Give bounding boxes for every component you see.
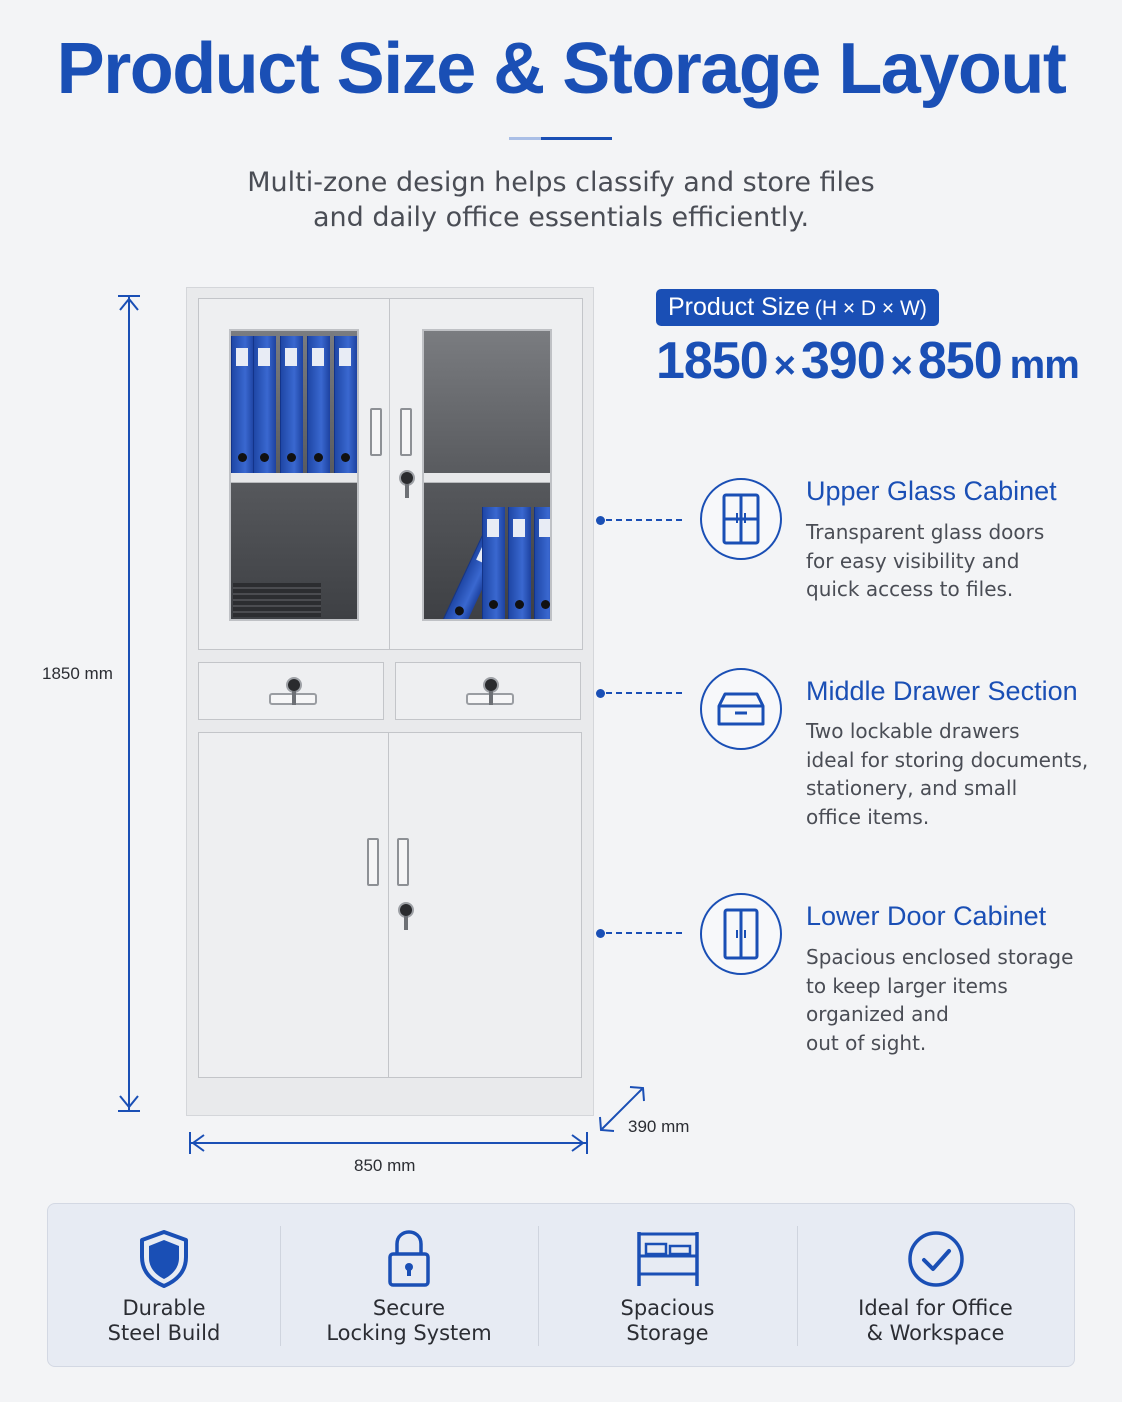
- feature-title: Middle Drawer Section: [806, 676, 1078, 706]
- upper-right-glass: [422, 329, 552, 621]
- drawer-left: [198, 662, 384, 720]
- title-divider-light: [509, 137, 541, 140]
- binder: [508, 507, 531, 621]
- feature-desc-line: organized and: [806, 1002, 949, 1026]
- highlight-label: [48, 1296, 280, 1346]
- cabinet-illustration: [186, 287, 594, 1116]
- arrow-right-icon: [571, 1134, 585, 1152]
- drawer-icon: [717, 690, 765, 728]
- highlight-item: [280, 1204, 538, 1366]
- door-handle: [367, 838, 379, 886]
- highlight-line: & Workspace: [866, 1321, 1005, 1345]
- highlight-line: Durable: [122, 1296, 206, 1320]
- padlock-icon: [376, 1226, 442, 1292]
- highlight-line: Secure: [372, 1296, 446, 1320]
- connector-line: [606, 692, 682, 694]
- glass-cabinet-icon: [722, 493, 760, 545]
- feature-desc-line: to keep larger items: [806, 973, 1008, 998]
- size-height: 1850: [656, 332, 768, 390]
- width-dimension-line: [190, 1142, 587, 1144]
- arrow-down-icon: [119, 1095, 139, 1109]
- key: [405, 484, 409, 498]
- upper-right-door: [389, 298, 583, 650]
- connector-dot: [596, 689, 605, 698]
- feature-title: Upper Glass Cabinet: [806, 476, 1057, 506]
- highlight-item: [538, 1204, 797, 1366]
- feature-icon-circle: [700, 478, 782, 560]
- width-tick-right: [586, 1132, 588, 1154]
- binder: [307, 336, 330, 474]
- feature-description: [806, 943, 1106, 1057]
- size-badge-label: Product Size: [668, 293, 810, 321]
- page-subtitle: [161, 165, 961, 235]
- feature-icon-circle: [700, 668, 782, 750]
- page-title: Product Size & Storage Layout: [56, 29, 1066, 109]
- feature-title: Lower Door Cabinet: [806, 901, 1047, 931]
- door-handle: [397, 838, 409, 886]
- binder: [231, 336, 254, 474]
- highlight-label: [280, 1296, 538, 1346]
- feature-desc-line: quick access to files.: [806, 577, 1014, 601]
- height-tick-bottom: [118, 1110, 140, 1112]
- binder: [534, 507, 552, 621]
- highlight-item: [797, 1204, 1074, 1366]
- height-dimension-line: [128, 296, 130, 1111]
- key: [489, 691, 493, 705]
- feature-desc-line: out of sight.: [806, 1030, 927, 1055]
- binder: [280, 336, 303, 474]
- upper-left-door: [198, 298, 390, 650]
- door-handle: [400, 408, 412, 456]
- connector-line: [606, 519, 682, 521]
- depth-label: 390 mm: [628, 1117, 690, 1136]
- feature-desc-line: Two lockable drawers: [806, 719, 1020, 743]
- size-depth: 390: [800, 332, 885, 390]
- door-handle: [370, 408, 382, 456]
- size-separator: ×: [773, 345, 795, 387]
- upper-left-glass: [229, 329, 359, 621]
- size-badge-order: (H × D × W): [814, 297, 927, 320]
- document-stack: [233, 583, 321, 617]
- feature-icon-circle: [700, 893, 782, 975]
- highlight-line: Storage: [626, 1321, 709, 1345]
- connector-dot: [596, 929, 605, 938]
- binder: [253, 336, 276, 474]
- arrow-up-icon: [119, 297, 139, 311]
- subtitle-line-1: Multi-zone design helps classify and store files: [247, 167, 875, 198]
- highlight-label: [538, 1296, 797, 1346]
- lower-left-door: [198, 732, 389, 1078]
- height-label: 1850 mm: [42, 664, 113, 683]
- binder: [334, 336, 357, 474]
- title-divider: [541, 137, 612, 140]
- size-separator: ×: [890, 345, 912, 387]
- size-width: 850: [917, 332, 1002, 390]
- highlight-line: Ideal for Office: [858, 1296, 1013, 1320]
- feature-description: [806, 518, 1106, 604]
- highlight-line: Spacious: [620, 1296, 715, 1320]
- feature-desc-line: ideal for storing documents,: [806, 747, 1089, 772]
- arrow-left-icon: [191, 1134, 205, 1152]
- highlight-line: Steel Build: [107, 1321, 221, 1345]
- feature-desc-line: for easy visibility and: [806, 548, 1020, 573]
- subtitle-line-2: and daily office essentials efficiently.: [312, 202, 810, 233]
- feature-description: [806, 717, 1106, 831]
- shelf-icon: [635, 1226, 701, 1292]
- key: [404, 916, 408, 930]
- binder: [482, 507, 505, 621]
- shelf: [231, 473, 357, 483]
- size-unit: mm: [1009, 343, 1079, 387]
- drawer-right: [395, 662, 581, 720]
- feature-desc-line: office items.: [806, 804, 930, 829]
- highlights-bar: [47, 1203, 1075, 1367]
- highlight-line: Locking System: [326, 1321, 492, 1345]
- check-circle-icon: [903, 1226, 969, 1292]
- product-size-badge: [656, 289, 939, 326]
- feature-desc-line: Transparent glass doors: [806, 520, 1045, 544]
- feature-desc-line: stationery, and small: [806, 776, 1018, 800]
- highlight-item: [48, 1204, 280, 1366]
- shield-icon: [131, 1226, 197, 1292]
- connector-line: [606, 932, 682, 934]
- highlight-label: [797, 1296, 1074, 1346]
- width-label: 850 mm: [354, 1156, 416, 1175]
- feature-desc-line: Spacious enclosed storage: [806, 945, 1074, 969]
- key: [292, 691, 296, 705]
- door-cabinet-icon: [723, 908, 759, 960]
- product-size-value: [656, 331, 1079, 391]
- connector-dot: [596, 516, 605, 525]
- shelf: [424, 473, 550, 483]
- lower-right-door: [388, 732, 582, 1078]
